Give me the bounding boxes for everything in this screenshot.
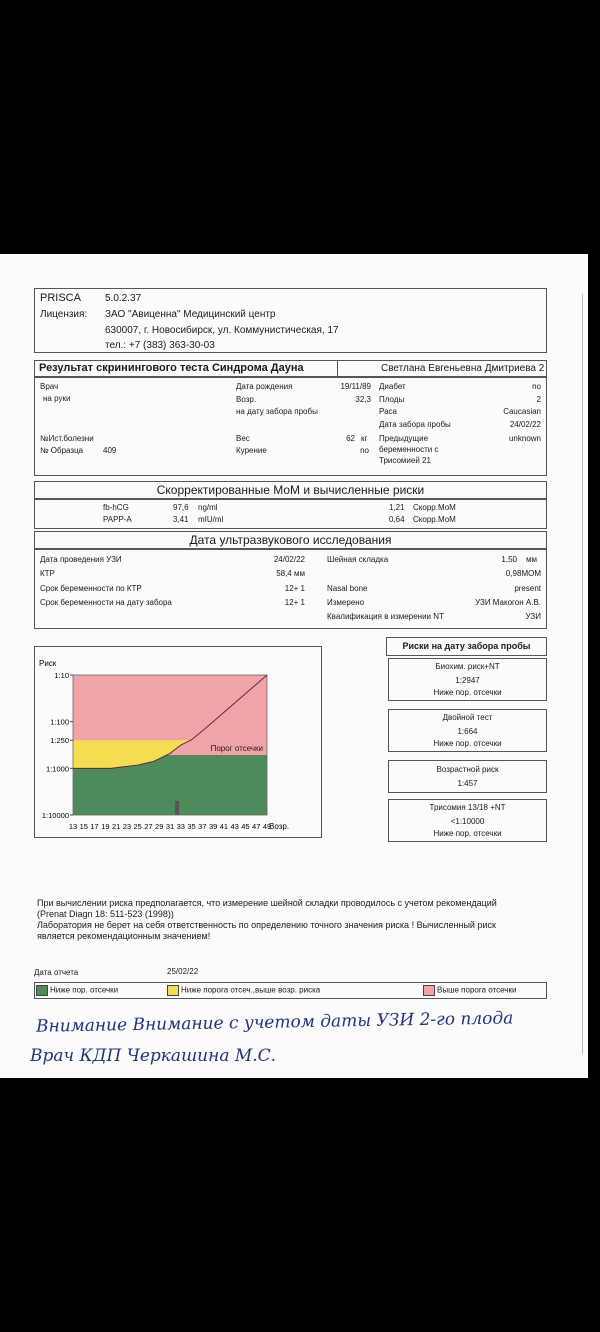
x-tick-label: 47 [252,822,261,831]
x-tick-label: 23 [122,822,132,831]
y-axis-ticks [42,671,73,820]
weight-label: Вес [236,434,250,443]
license-line-2: 630007, г. Новосибирск, ул. Коммунистическая, 17 [105,325,339,336]
chart-threshold-label: Порог отсечки [210,744,263,753]
y-tick-label: 1:10000 [41,811,69,820]
prev-value: unknown [508,434,541,443]
y-tick-label: 1:1000 [46,764,69,774]
chart-ylabel: Риск [39,659,57,668]
x-tick-label: 29 [155,822,164,831]
risk-card-double: Двойной тест 1:664 Ниже пор. отсечки [388,709,547,752]
license-line-1: ЗАО "Авиценна" Медицинский центр [105,309,276,320]
us-ktp-label: КТР [40,569,55,578]
x-tick-label: 31 [165,822,175,831]
risk-chart [35,647,321,837]
us-ga-sample-value: 12+ 1 [284,598,305,607]
hands-label: на руки [43,394,71,403]
note-line-1: При вычислении риска предполагается, что измерение шейной складки проводилось с учетом рекомендаций [37,898,497,908]
diabetes-value: no [532,382,541,391]
handwritten-note-2: Врач КДП Черкашина М.С. [30,1046,277,1066]
license-line-3: тел.: +7 (383) 363-30-03 [105,340,215,351]
note-line-4: является рекомендационным значением! [37,931,211,941]
risks-title: Риски на дату забора пробы [402,641,531,651]
x-tick-label: 45 [241,822,250,831]
age-label: Возр. [236,395,257,404]
x-tick-label: 27 [144,822,153,831]
ultrasound-table [34,549,547,629]
weight-unit: кг [361,434,368,443]
report-date-value: 25/02/22 [167,967,199,976]
prev-label-2: беременности с [379,445,439,454]
patient-name: Светлана Евгеньевна Дмитриева 2 [381,363,544,374]
result-title: Результат скринингового теста Синдрома Дауна [39,362,304,374]
us-ktp-value: 58,4 мм [276,569,305,578]
risks-title-box [386,637,547,656]
us-nt-unit: мм [526,555,537,564]
us-nt-value: 1,50 [501,555,517,564]
doctor-label: Врач [40,382,59,391]
us-nt-label: Шейная складка [327,555,389,564]
x-tick-label: 17 [90,822,99,831]
us-nasal-value: present [514,584,541,593]
smoking-label: Курение [236,446,267,455]
us-ga-ktp-label: Срок беременности по КТР [40,584,142,593]
x-tick-label: 13 [68,822,78,831]
us-measured-label: Измерено [327,598,365,607]
x-tick-label: 39 [208,822,218,831]
chart-xlabel: Возр. [269,822,290,831]
app-version: 5.0.2.37 [105,293,142,304]
x-tick-label: 35 [187,822,196,831]
us-nt-mom: 0,98МОМ [505,569,541,578]
app-name: PRISCA [40,292,81,304]
history-label: №Ист.болезни [40,434,94,443]
diabetes-label: Диабет [379,382,406,391]
us-date-label: Дата проведения УЗИ [40,555,122,564]
legend-between: Ниже порога отсеч.,выше возр. риска [167,985,320,996]
us-ga-sample-label: Срок беременности на дату забора [40,598,172,607]
sample-value: 409 [103,446,117,455]
x-tick-label: 15 [79,822,88,831]
age-sub-label: на дату забора пробы [236,407,318,416]
birth-label: Дата рождения [236,382,293,391]
x-tick-label: 21 [111,822,121,831]
fetuses-label: Плоды [379,395,405,404]
prev-label-3: Трисомией 21 [379,456,431,465]
ultrasound-title: Дата ультразвукового исследования [189,533,392,547]
prev-label-1: Предыдущие [379,434,429,443]
patient-info-box [34,377,547,476]
weight-value: 62 [346,434,355,443]
report-date-label: Дата отчета [34,968,79,977]
x-tick-label: 41 [219,822,229,831]
note-line-3: Лаборатория не берет на себя ответственность по определению точного значения риска ! Вычисленный риск [37,920,496,930]
patient-marker [175,801,179,815]
legend-bar [34,982,547,999]
note-line-2: (Prenat Diagn 18: 511-523 (1998)) [37,909,174,919]
risk-card-trisomy: Трисомия 13/18 +NT <1:10000 Ниже пор. отсечки [388,799,547,842]
mom-title: Скорректированные МоМ и вычисленные риски [156,483,425,497]
us-qual-label: Квалификация в измерении NT [327,612,444,621]
x-tick-label: 33 [176,822,185,831]
y-tick-label: 1:100 [50,717,69,727]
legend-swatch-green [36,985,48,996]
mom-table: fb-hCG 97,6 ng/ml 1,21 Скорр.МоМ PAPP-A 3,41 mIU/ml 0,64 Скорр.МоМ [34,499,547,529]
risk-card-biochem: Биохим. риск+NT 1:2947 Ниже пор. отсечки [388,658,547,701]
sample-date-value: 24/02/22 [509,420,541,429]
legend-above: Выше порога отсечки [423,985,516,996]
fetuses-value: 2 [536,395,541,404]
smoking-value: no [360,446,369,455]
legend-below: Ниже пор. отсечки [36,985,118,996]
birth-value: 19/11/89 [340,382,371,391]
x-tick-label: 19 [101,822,110,831]
x-axis-ticks [69,822,271,831]
risk-card-age: Возрастной риск 1:457 [388,760,547,793]
legend-swatch-yellow [167,985,179,996]
sample-date-label: Дата забора пробы [379,420,451,429]
age-value: 32,3 [355,395,371,404]
legend-swatch-pink [423,985,435,996]
x-tick-label: 25 [133,822,142,831]
handwritten-note-1: Внимание Внимание с учетом даты УЗИ 2-го плода [35,1008,514,1037]
sample-label: № Образца [40,446,84,455]
y-tick-label: 1:10 [54,671,69,680]
result-title-bar [34,360,547,377]
lab-report-sheet [0,254,588,1078]
x-tick-label: 49 [262,822,272,831]
race-value: Caucasian [503,407,541,416]
x-tick-label: 37 [198,822,207,831]
header-box [34,288,547,353]
us-date-value: 24/02/22 [273,555,305,564]
us-qual-value: УЗИ [525,612,541,621]
y-tick-label: 1:250 [50,736,69,746]
race-label: Раса [379,407,397,416]
ultrasound-title-bar [34,531,547,549]
us-measured-value: УЗИ Макогон А.В. [475,598,541,607]
x-tick-label: 43 [230,822,239,831]
mom-title-bar [34,481,547,499]
us-nasal-label: Nasal bone [327,584,368,593]
right-edge-line [582,294,583,1054]
license-label: Лицензия: [40,309,88,320]
us-ga-ktp-value: 12+ 1 [284,584,305,593]
risk-chart-frame [34,646,322,838]
